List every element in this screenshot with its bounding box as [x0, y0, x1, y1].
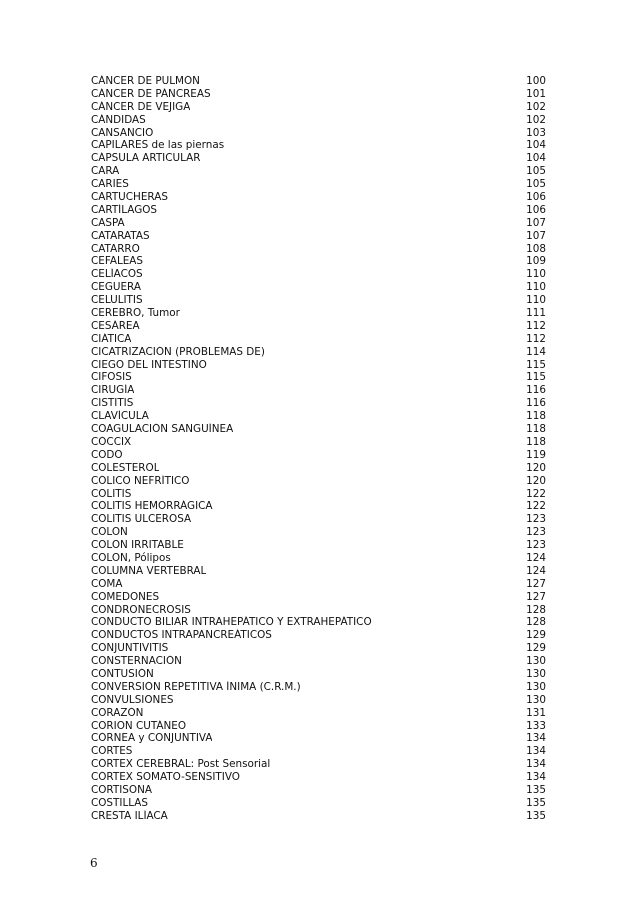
entry-page-number: 102: [526, 113, 546, 126]
entry-term: CELÍACOS: [91, 268, 143, 281]
index-entry: [91, 268, 546, 281]
index-entry: [91, 475, 546, 488]
index-entry: [91, 359, 546, 372]
entry-term: CONSTERNACIÓN: [91, 655, 182, 668]
index-entry: [91, 165, 546, 178]
entry-page-number: 110: [526, 281, 546, 294]
entry-page-number: 128: [526, 616, 546, 629]
index-entry: [91, 178, 546, 191]
entry-page-number: 123: [526, 526, 546, 539]
entry-page-number: 104: [526, 152, 546, 165]
index-entry: [91, 488, 546, 501]
index-entry: [91, 784, 546, 797]
entry-page-number: 107: [526, 229, 546, 242]
entry-term: CAPILARES de las piernas: [91, 139, 225, 152]
entry-term: CISTITIS: [91, 397, 134, 410]
entry-term: CARTÍLAGOS: [91, 203, 158, 216]
entry-page-number: 103: [526, 126, 546, 139]
entry-page-number: 115: [526, 371, 546, 384]
entry-page-number: 123: [526, 539, 546, 552]
entry-page-number: 131: [526, 706, 546, 719]
index-entry: [91, 204, 546, 217]
index-entry: [91, 423, 546, 436]
entry-page-number: 107: [526, 216, 546, 229]
entry-term: CÓRTEX CEREBRAL: Post Sensorial: [91, 758, 271, 771]
index-entry: [91, 694, 546, 707]
entry-page-number: 105: [526, 178, 546, 191]
entry-page-number: 116: [526, 384, 546, 397]
index-entry: [91, 320, 546, 333]
index-entry: [91, 101, 546, 114]
entry-term: CLAVÍCULA: [91, 410, 149, 423]
entry-page-number: 116: [526, 397, 546, 410]
entry-page-number: 124: [526, 564, 546, 577]
entry-term: CONDUCTOS INTRAPANCREÁTICOS: [91, 629, 272, 642]
entry-term: CARTUCHERAS: [91, 191, 168, 204]
entry-term: CÁNCER DE PÁNCREAS: [91, 87, 211, 100]
entry-page-number: 115: [526, 358, 546, 371]
entry-term: CÁNCER DE VEJIGA: [91, 100, 191, 113]
entry-page-number: 111: [526, 307, 546, 320]
index-entry: [91, 500, 546, 513]
index-entry: [91, 127, 546, 140]
index-entry: [91, 655, 546, 668]
index-entry: [91, 333, 546, 346]
index-entry: [91, 462, 546, 475]
entry-page-number: 134: [526, 745, 546, 758]
entry-term: COLON: [91, 526, 128, 539]
index-entry: [91, 397, 546, 410]
entry-page-number: 118: [526, 423, 546, 436]
entry-term: CONDRONECROSIS: [91, 603, 191, 616]
entry-page-number: 133: [526, 719, 546, 732]
entry-page-number: 130: [526, 655, 546, 668]
entry-page-number: 127: [526, 590, 546, 603]
entry-term: CIRUGÍA: [91, 384, 135, 397]
index-entry: [91, 565, 546, 578]
entry-page-number: 120: [526, 461, 546, 474]
index-entry: [91, 75, 546, 88]
entry-page-number: 134: [526, 771, 546, 784]
entry-page-number: 130: [526, 680, 546, 693]
entry-term: CONDUCTO BILIAR INTRAHEPÁTICO Y EXTRAHEPÁTICO: [91, 616, 372, 629]
entry-page-number: 129: [526, 642, 546, 655]
index-entry: [91, 139, 546, 152]
index-entry: [91, 384, 546, 397]
index-entry: [91, 217, 546, 230]
index-entry: [91, 191, 546, 204]
entry-term: CÓCCIX: [91, 435, 132, 448]
entry-page-number: 112: [526, 332, 546, 345]
entry-page-number: 130: [526, 693, 546, 706]
entry-term: CICATRIZACIÓN (PROBLEMAS DE): [91, 345, 265, 358]
entry-term: COLITIS: [91, 487, 132, 500]
index-entry: [91, 707, 546, 720]
entry-term: CATARATAS: [91, 229, 150, 242]
entry-term: COLITIS ULCEROSA: [91, 513, 192, 526]
index-entry: [91, 720, 546, 733]
entry-page-number: 118: [526, 435, 546, 448]
index-entry: [91, 371, 546, 384]
index-entry: [91, 526, 546, 539]
entry-page-number: 129: [526, 629, 546, 642]
entry-page-number: 128: [526, 603, 546, 616]
entry-term: COSTILLAS: [91, 796, 148, 809]
entry-term: COMA: [91, 577, 123, 590]
entry-term: CÁNDIDAS: [91, 113, 146, 126]
entry-term: CONJUNTIVITIS: [91, 642, 169, 655]
entry-page-number: 109: [526, 255, 546, 268]
entry-term: CODO: [91, 448, 123, 461]
index-entry: [91, 591, 546, 604]
index-entry: [91, 604, 546, 617]
index-entry: [91, 410, 546, 423]
entry-term: CEGUERA: [91, 281, 141, 294]
entry-page-number: 105: [526, 165, 546, 178]
entry-term: CATARRO: [91, 242, 140, 255]
entry-page-number: 114: [526, 345, 546, 358]
index-entry: [91, 152, 546, 165]
index-entry: [91, 294, 546, 307]
index-entry: [91, 732, 546, 745]
entry-term: CIEGO DEL INTESTINO: [91, 358, 207, 371]
entry-page-number: 100: [526, 75, 546, 87]
entry-page-number: 118: [526, 410, 546, 423]
index-entry: [91, 230, 546, 243]
index-entry: [91, 758, 546, 771]
entry-page-number: 104: [526, 139, 546, 152]
entry-term: CARIES: [91, 178, 129, 191]
entry-term: CIFOSIS: [91, 371, 132, 384]
index-entry: [91, 578, 546, 591]
entry-page-number: 134: [526, 732, 546, 745]
entry-term: CÓLICO NEFRÍTICO: [91, 474, 190, 487]
entry-page-number: 122: [526, 500, 546, 513]
entry-page-number: 110: [526, 268, 546, 281]
index-entry: [91, 771, 546, 784]
entry-term: CORTISONA: [91, 783, 152, 796]
entry-page-number: 120: [526, 474, 546, 487]
entry-page-number: 130: [526, 667, 546, 680]
entry-page-number: 135: [526, 783, 546, 796]
entry-term: COLON IRRITABLE: [91, 539, 184, 552]
index-entry: [91, 436, 546, 449]
entry-page-number: 122: [526, 487, 546, 500]
index-entry: [91, 449, 546, 462]
entry-term: CONVULSIONES: [91, 693, 174, 706]
entry-page-number: 106: [526, 191, 546, 204]
entry-page-number: 110: [526, 294, 546, 307]
index-list: [91, 75, 546, 823]
index-entry: [91, 616, 546, 629]
entry-term: CEREBRO, Tumor: [91, 307, 180, 320]
index-entry: [91, 797, 546, 810]
entry-term: CESÁREA: [91, 319, 140, 332]
entry-page-number: 124: [526, 551, 546, 564]
entry-term: CONVERSIÓN REPETITIVA ÍNIMA (C.R.M.): [91, 680, 301, 693]
entry-term: CORION CUTÁNEO: [91, 719, 186, 732]
entry-page-number: 102: [526, 100, 546, 113]
index-entry: [91, 346, 546, 359]
entry-page-number: 112: [526, 319, 546, 332]
entry-term: COLON, Pólipos: [91, 551, 171, 564]
entry-page-number: 101: [526, 87, 546, 100]
index-entry: [91, 668, 546, 681]
index-entry: [91, 513, 546, 526]
page-number: 6: [90, 856, 98, 870]
entry-page-number: 134: [526, 758, 546, 771]
entry-term: COMEDONES: [91, 590, 160, 603]
index-entry: [91, 255, 546, 268]
index-entry: [91, 281, 546, 294]
entry-term: CÁNCER DE PULMÓN: [91, 75, 200, 87]
index-entry: [91, 629, 546, 642]
entry-page-number: 119: [526, 448, 546, 461]
entry-page-number: 127: [526, 577, 546, 590]
entry-term: CARA: [91, 165, 120, 178]
index-entry: [91, 88, 546, 101]
entry-term: CASPA: [91, 216, 125, 229]
entry-term: COLESTEROL: [91, 461, 160, 474]
entry-term: CÓRNEA y CONJUNTIVA: [91, 732, 213, 745]
index-entry: [91, 681, 546, 694]
index-entry: [91, 114, 546, 127]
index-entry: [91, 745, 546, 758]
entry-term: CANSANCIO: [91, 126, 154, 139]
entry-term: COLUMNA VERTEBRAL: [91, 564, 207, 577]
entry-term: CEFALEAS: [91, 255, 144, 268]
entry-term: CELULITIS: [91, 294, 143, 307]
entry-page-number: 135: [526, 796, 546, 809]
index-entry: [91, 552, 546, 565]
entry-term: CÁPSULA ARTICULAR: [91, 152, 201, 165]
entry-page-number: 123: [526, 513, 546, 526]
entry-page-number: 108: [526, 242, 546, 255]
entry-term: CÓRTEX SOMATO-SENSITIVO: [91, 771, 240, 784]
index-entry: [91, 243, 546, 256]
entry-term: COAGULACIÓN SANGUÍNEA: [91, 423, 234, 436]
index-entry: [91, 307, 546, 320]
entry-term: CONTUSIÓN: [91, 667, 154, 680]
entry-term: CORTES: [91, 745, 133, 758]
entry-term: CORAZÓN: [91, 706, 144, 719]
entry-term: CIÁTICA: [91, 332, 132, 345]
entry-page-number: 135: [526, 809, 546, 822]
index-entry: [91, 810, 546, 823]
entry-term: CRESTA ILÍACA: [91, 809, 168, 822]
entry-term: COLITIS HEMORRÁGICA: [91, 500, 213, 513]
index-entry: [91, 642, 546, 655]
index-entry: [91, 539, 546, 552]
entry-page-number: 106: [526, 203, 546, 216]
